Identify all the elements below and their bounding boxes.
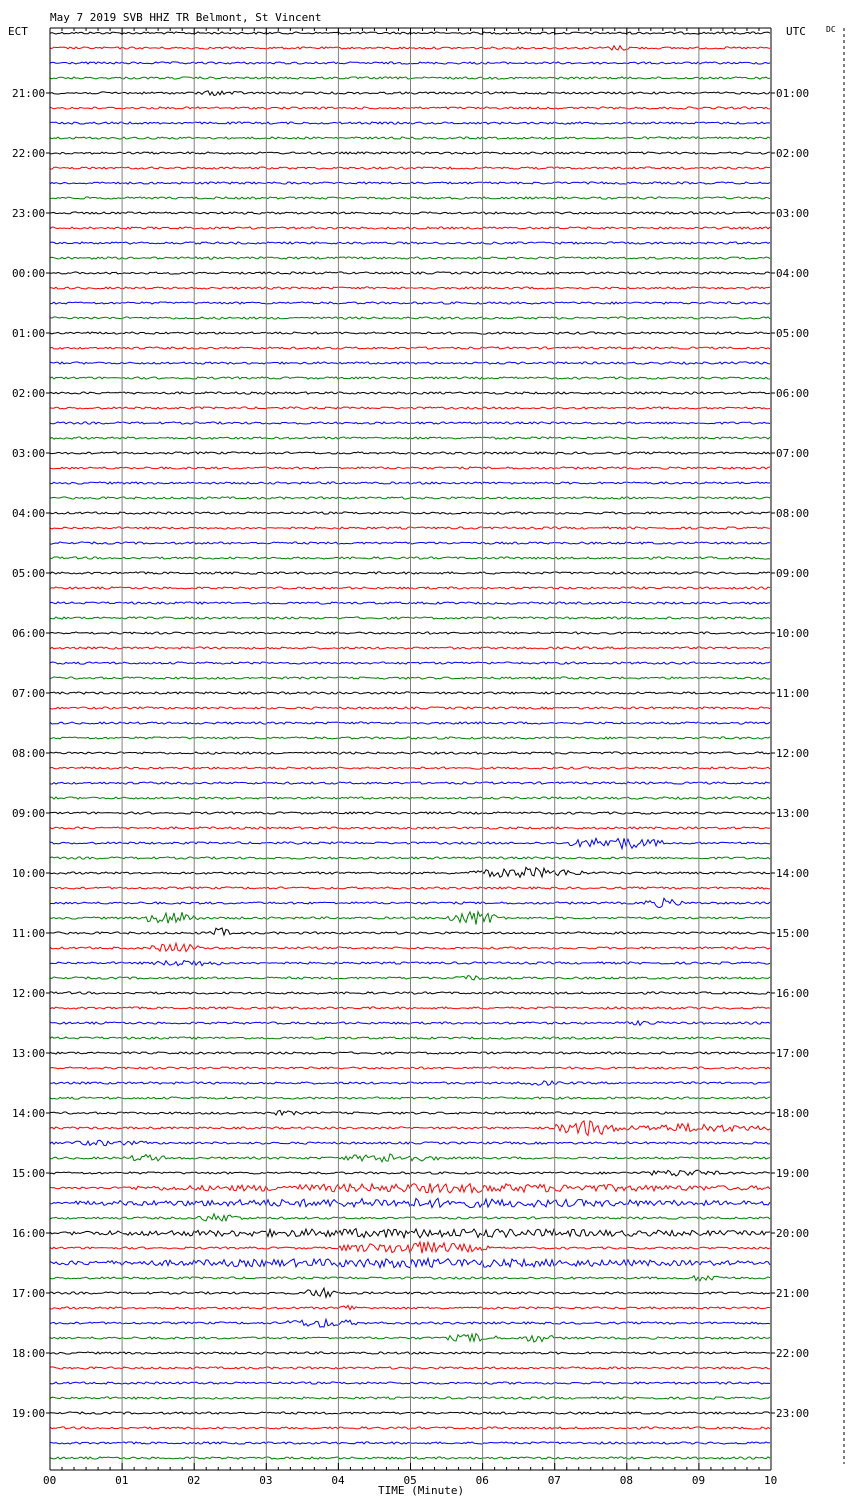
- hour-label-right: 06:00: [776, 387, 810, 400]
- x-tick-label: 02: [187, 1474, 201, 1487]
- hour-label-right: 17:00: [776, 1047, 810, 1060]
- x-tick-label: 05: [403, 1474, 417, 1487]
- hour-label-left: 21:00: [12, 87, 46, 100]
- hour-label-left: 06:00: [12, 627, 46, 640]
- hour-label-left: 08:00: [12, 747, 46, 760]
- hour-label-right: 04:00: [776, 267, 810, 280]
- x-axis-label: TIME (Minute): [378, 1484, 465, 1497]
- hour-label-left: 22:00: [12, 147, 46, 160]
- hour-label-right: 11:00: [776, 687, 810, 700]
- hour-label-right: 01:00: [776, 87, 810, 100]
- left-axis-label: ECT: [8, 25, 28, 38]
- hour-label-right: 19:00: [776, 1167, 810, 1180]
- x-tick-label: 08: [619, 1474, 634, 1487]
- right-axis-label: UTC: [786, 25, 806, 38]
- hour-label-left: 01:00: [12, 327, 46, 340]
- x-tick-labels: [43, 1474, 777, 1487]
- hour-label-left: 12:00: [12, 987, 46, 1000]
- hour-label-left: 02:00: [12, 387, 46, 400]
- hour-label-right: 18:00: [776, 1107, 810, 1120]
- x-tick-label: 07: [547, 1474, 561, 1487]
- hour-label-left: 16:00: [12, 1227, 46, 1240]
- hour-label-left: 05:00: [12, 567, 46, 580]
- hour-label-left: 13:00: [12, 1047, 46, 1060]
- hour-label-right: 16:00: [776, 987, 810, 1000]
- hour-label-right: 22:00: [776, 1347, 810, 1360]
- x-tick-label: 10: [764, 1474, 778, 1487]
- hour-label-left: 03:00: [12, 447, 46, 460]
- hour-label-right: 15:00: [776, 927, 810, 940]
- hour-label-right: 08:00: [776, 507, 810, 520]
- x-tick-label: 06: [475, 1474, 489, 1487]
- hour-label-left: 00:00: [12, 267, 46, 280]
- hour-label-right: 12:00: [776, 747, 810, 760]
- hour-label-left: 07:00: [12, 687, 46, 700]
- x-tick-label: 03: [259, 1474, 273, 1487]
- hour-label-left: 04:00: [12, 507, 46, 520]
- hour-label-right: 10:00: [776, 627, 810, 640]
- grid-lines: [122, 28, 699, 1470]
- hour-label-left: 14:00: [12, 1107, 46, 1120]
- hour-label-right: 07:00: [776, 447, 810, 460]
- hour-label-left: 18:00: [12, 1347, 46, 1360]
- x-tick-label: 01: [115, 1474, 129, 1487]
- hour-label-right: 05:00: [776, 327, 810, 340]
- hour-label-right: 23:00: [776, 1407, 810, 1420]
- hour-label-right: 03:00: [776, 207, 810, 220]
- hour-label-left: 15:00: [12, 1167, 46, 1180]
- hour-label-right: 13:00: [776, 807, 810, 820]
- hour-label-right: 20:00: [776, 1227, 810, 1240]
- x-tick-label: 04: [331, 1474, 345, 1487]
- hour-label-right: 21:00: [776, 1287, 810, 1300]
- hour-label-left: 19:00: [12, 1407, 46, 1420]
- hour-label-left: 10:00: [12, 867, 46, 880]
- x-tick-label: 09: [691, 1474, 706, 1487]
- hour-label-left: 23:00: [12, 207, 46, 220]
- hour-label-left: 09:00: [12, 807, 46, 820]
- hour-label-right: 02:00: [776, 147, 810, 160]
- hour-label-left: 17:00: [12, 1287, 46, 1300]
- x-tick-label: 00: [43, 1474, 57, 1487]
- corner-label: DC: [826, 25, 836, 34]
- left-hour-labels: [12, 87, 45, 1420]
- chart-title: May 7 2019 SVB HHZ TR Belmont, St Vincent: [50, 11, 322, 24]
- hour-label-right: 14:00: [776, 867, 810, 880]
- hour-label-left: 11:00: [12, 927, 46, 940]
- hour-label-right: 09:00: [776, 567, 810, 580]
- axes: [46, 28, 844, 1470]
- right-hour-labels: [776, 87, 809, 1420]
